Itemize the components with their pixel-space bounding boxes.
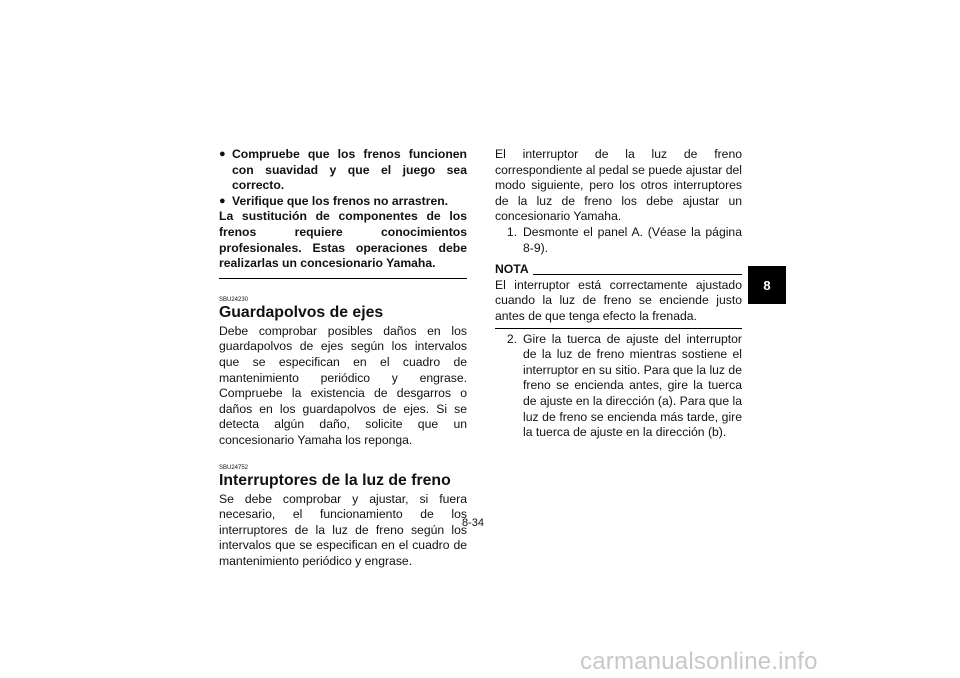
right-column — [495, 147, 742, 441]
nota-rule — [533, 274, 742, 275]
bullet-dot-icon: ● — [219, 194, 226, 207]
warning-text: La sustitución de componentes de los frenos requiere conocimientos profesionales. Estas operaciones debe realizarlas un concesionario Yamaha. — [219, 209, 467, 271]
nota-text: El interruptor está correctamente ajustado cuando la luz de freno se enciende justo antes de que tenga efecto la frenada. — [495, 277, 742, 323]
section-code: SBU24230 — [219, 296, 249, 303]
chapter-tab: 8 — [748, 266, 786, 304]
watermark: carmanualsonline.info — [580, 648, 818, 675]
step-item — [495, 225, 742, 256]
left-column — [219, 147, 467, 569]
section-code: SBU24752 — [219, 464, 249, 471]
nota-label: NOTA — [495, 262, 529, 277]
bullet-text: Verifique que los frenos no arrastren. — [232, 193, 449, 208]
bullet-dot-icon: ● — [219, 148, 226, 160]
nota-end-rule — [495, 328, 742, 329]
step-number: 2. — [506, 331, 517, 346]
section-text: Debe comprobar posibles daños en los guardapolvos de ejes según los intervalos que se especifican en el cuadro de mantenimiento periódico y engrase. Compruebe la existencia de desgarros o daños en los guardapolvos de ejes. Si se detecta algún daño, solicite que un concesionario Yamaha los reponga. — [219, 323, 467, 447]
section-title: Guardapolvos de ejes — [219, 303, 384, 321]
nota-header — [495, 262, 742, 278]
intro-text: El interruptor de la luz de freno correspondiente al pedal se puede ajustar del modo siguiente, pero los otros interruptores de la luz de freno los debe ajustar un concesionario Yamaha. — [495, 147, 742, 224]
section-text: Se debe comprobar y ajustar, si fuera necesario, el funcionamiento de los interruptores de la luz de freno según los intervalos que se especifican en el cuadro de mantenimiento periódico y engrase. — [219, 491, 467, 568]
section-title: Interruptores de la luz de freno — [219, 471, 451, 489]
bullet-text: Compruebe que los frenos funcionen con suavidad y que el juego sea correcto. — [232, 147, 467, 193]
step-item — [495, 332, 742, 441]
warning-rule — [219, 278, 467, 279]
step-text: Desmonte el panel A. (Véase la página 8-9). — [523, 224, 742, 255]
page-number: 8-34 — [462, 517, 485, 529]
bullet-item — [219, 147, 467, 194]
step-number: 1. — [506, 224, 517, 239]
bullet-item — [219, 194, 467, 210]
step-text: Gire la tuerca de ajuste del interruptor de la luz de freno mientras sostiene el interruptor en su sitio. Para que la luz de freno se encienda antes, gire la tuerca de ajuste en la dirección (a). Para que la luz de freno se encienda más tarde, gire la tuerca de ajuste en la dirección (b). — [523, 331, 742, 440]
